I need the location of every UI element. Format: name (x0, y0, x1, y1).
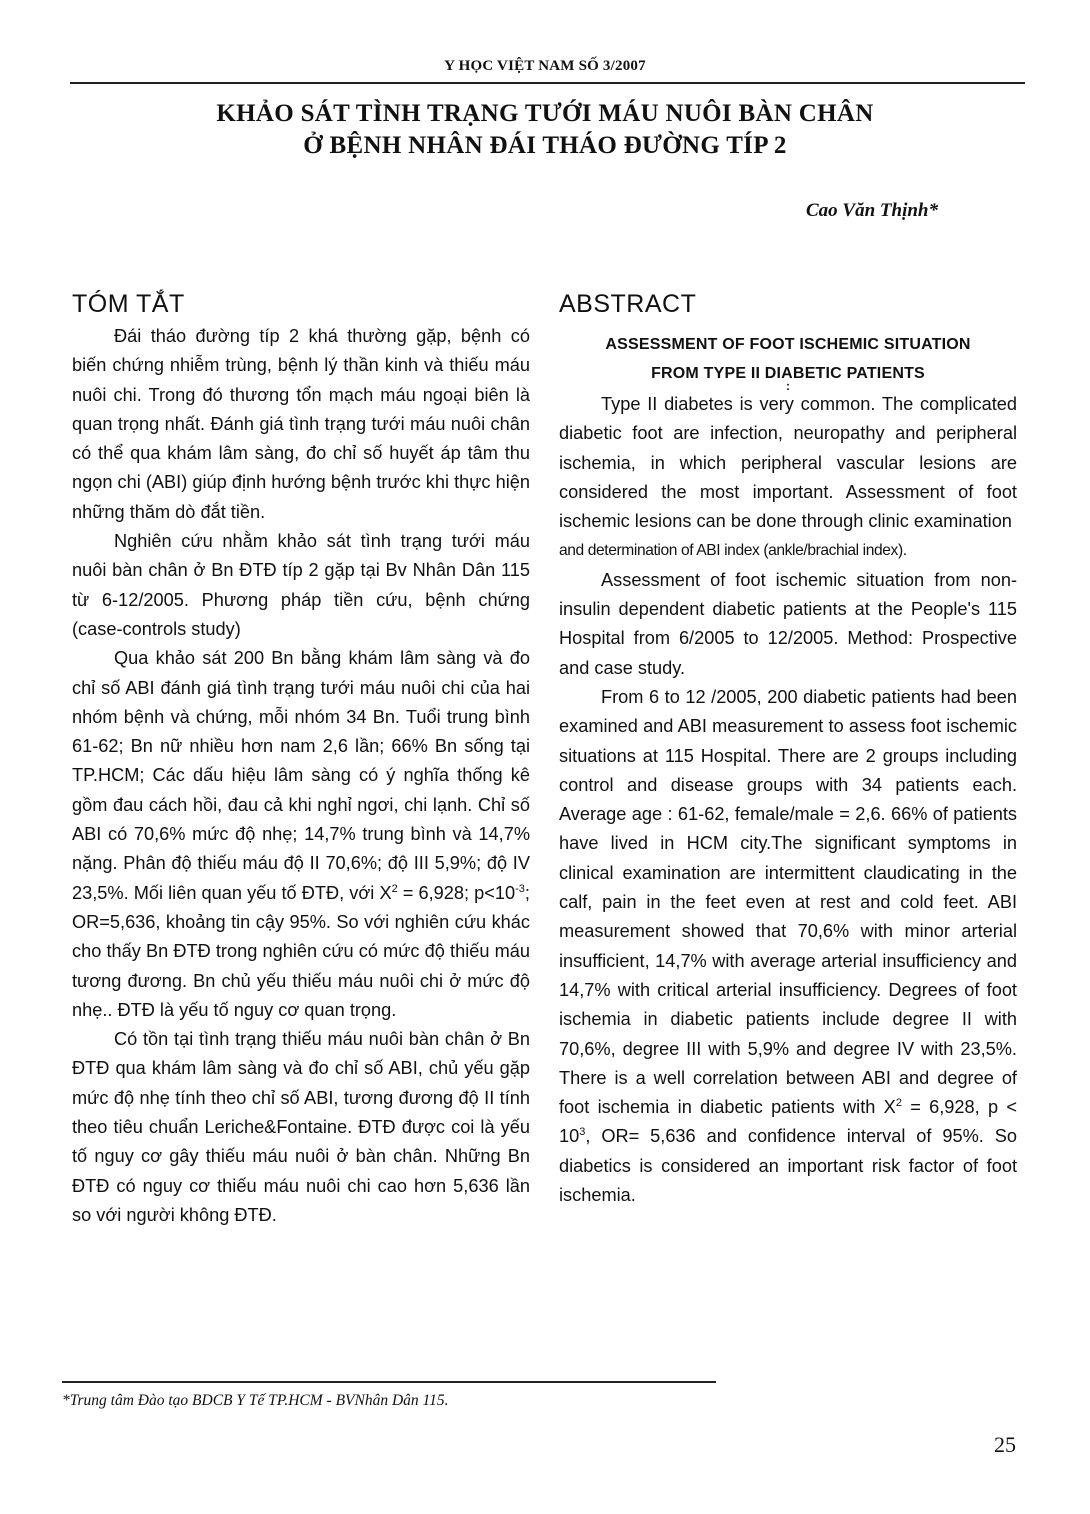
summary-paragraph: Có tồn tại tình trạng thiếu máu nuôi bàn chân ở Bn ĐTĐ qua khám lâm sàng và đo chỉ số ABI, chủ yếu gặp mức độ nhẹ tính theo chỉ số ABI, tương đương độ II tính theo tiêu chuẩn Leriche&Fontaine. ĐTĐ được coi là yếu tố nguy cơ gây thiếu máu nuôi ở bàn chân. Những Bn ĐTĐ có nguy cơ thiếu máu nuôi chi cao hơn 5,636 lần so với người không ĐTĐ. (72, 1029, 530, 1225)
abstract-english (559, 286, 1017, 1210)
author: Cao Văn Thịnh* (806, 200, 938, 221)
abstract-title-line-1: ASSESSMENT OF FOOT ISCHEMIC SITUATION (605, 336, 971, 353)
superscript: 3 (579, 1126, 586, 1139)
abstract-text: , OR= 5,636 and confidence interval of 95%. So diabetics is considered an important risk factor of foot ischemia. (559, 1126, 1017, 1206)
scan-mark: : (786, 379, 790, 393)
superscript: -3 (515, 882, 525, 895)
abstract-title-line-2: FROM TYPE II DIABETIC PATIENTS (651, 365, 925, 382)
abstract-text: = 6,928, p < 10 (559, 1097, 1017, 1147)
title-line-1: KHẢO SÁT TÌNH TRẠNG TƯỚI MÁU NUÔI BÀN CHÂN (216, 100, 874, 127)
superscript: 2 (895, 1097, 902, 1110)
journal-header: Y HỌC VIỆT NAM SỐ 3/2007 (444, 58, 646, 74)
summary-text: ; OR=5,636, khoảng tin cậy 95%. So với nghiên cứu khác cho thấy Bn ĐTĐ trong nghiên cứu có mức độ thiếu máu tương đương. Bn chủ yếu thiếu máu nuôi chi ở mức độ nhẹ.. ĐTĐ là yếu tố nguy cơ quan trọng. (72, 882, 530, 1020)
footnote-rule (62, 1381, 716, 1383)
summary-heading: TÓM TẮT (72, 290, 185, 318)
summary-paragraph (72, 644, 530, 1025)
abstract-paragraph (559, 683, 1017, 1210)
abstract-text: From 6 to 12 /2005, 200 diabetic patients had been examined and ABI measurement to assess foot ischemic situations at 115 Hospital. There are 2 groups including control and disease groups with 34 patients each. Average age : 61-62, female/male = 2,6. 66% of patients have lived in HCM city.The significant symptoms in clinical examination are intermittent claudicating in the calf, pain in the feet even at rest and cold feet. ABI measurement showed that 70,6% with minor arterial insufficient, 14,7% with average arterial insufficiency and 14,7% with critical arterial insufficiency. Degrees of foot ischemia in diabetic patients include degree II with 70,6%, degree III with 5,9% and degree IV with 23,5%. There is a well correlation between ABI and degree of foot ischemia in diabetic patients with X (559, 686, 1017, 1118)
summary-vietnamese (72, 286, 530, 1230)
abstract-paragraph: Type II diabetes is very common. The complicated diabetic foot are infection, neuropathy and peripheral ischemia, in which peripheral vascular lesions are considered the most important. Assessment of foot ischemic lesions can be done through clinic examination (559, 394, 1017, 532)
summary-paragraph: Đái tháo đường típ 2 khá thường gặp, bệnh có biến chứng nhiễm trùng, bệnh lý thần kinh và thiếu máu nuôi chi. Trong đó thương tổn mạch máu ngoại biên là quan trọng nhất. Đánh giá tình trạng tưới máu nuôi chân có thể qua khám lâm sàng, đo chỉ số huyết áp tâm thu ngọn chi (ABI) giúp định hướng bệnh trước khi thực hiện những thăm dò đắt tiền. (72, 326, 530, 522)
abstract-heading: ABSTRACT (559, 290, 697, 318)
superscript: 2 (391, 882, 398, 895)
summary-text: = 6,928; p<10 (397, 882, 516, 903)
abstract-paragraph-tail: and determination of ABI index (ankle/brachial index). (559, 542, 907, 560)
header-rule (70, 82, 1025, 84)
title-line-2: Ở BỆNH NHÂN ĐÁI THÁO ĐƯỜNG TÍP 2 (303, 132, 787, 159)
article-title (0, 98, 1090, 162)
summary-paragraph: Nghiên cứu nhằm khảo sát tình trạng tưới máu nuôi bàn chân ở Bn ĐTĐ típ 2 gặp tại Bv Nhân Dân 115 từ 6-12/2005. Phương pháp tiền cứu, bệnh chứng (case-controls study) (72, 531, 530, 639)
page-number: 25 (994, 1432, 1016, 1457)
footnote: *Trung tâm Đào tạo BDCB Y Tế TP.HCM - BVNhân Dân 115. (62, 1392, 449, 1409)
summary-text: Qua khảo sát 200 Bn bằng khám lâm sàng và đo chỉ số ABI đánh giá tình trạng tưới máu nuôi chi của hai nhóm bệnh và chứng, mỗi nhóm 34 Bn. Tuổi trung bình 61-62; Bn nữ nhiều hơn nam 2,6 lần; 66% Bn sống tại TP.HCM; Các dấu hiệu lâm sàng có ý nghĩa thống kê gồm đau cách hồi, đau cả khi nghỉ ngơi, chi lạnh. Chỉ số ABI có 70,6% mức độ nhẹ; 14,7% trung bình và 14,7% nặng. Phân độ thiếu máu độ II 70,6%; độ III 5,9%; độ IV 23,5%. Mối liên quan yếu tố ĐTĐ, với X (72, 648, 530, 903)
abstract-paragraph: Assessment of foot ischemic situation from non-insulin dependent diabetic patients at the People's 115 Hospital from 6/2005 to 12/2005. Method: Prospective and case study. (559, 569, 1017, 678)
